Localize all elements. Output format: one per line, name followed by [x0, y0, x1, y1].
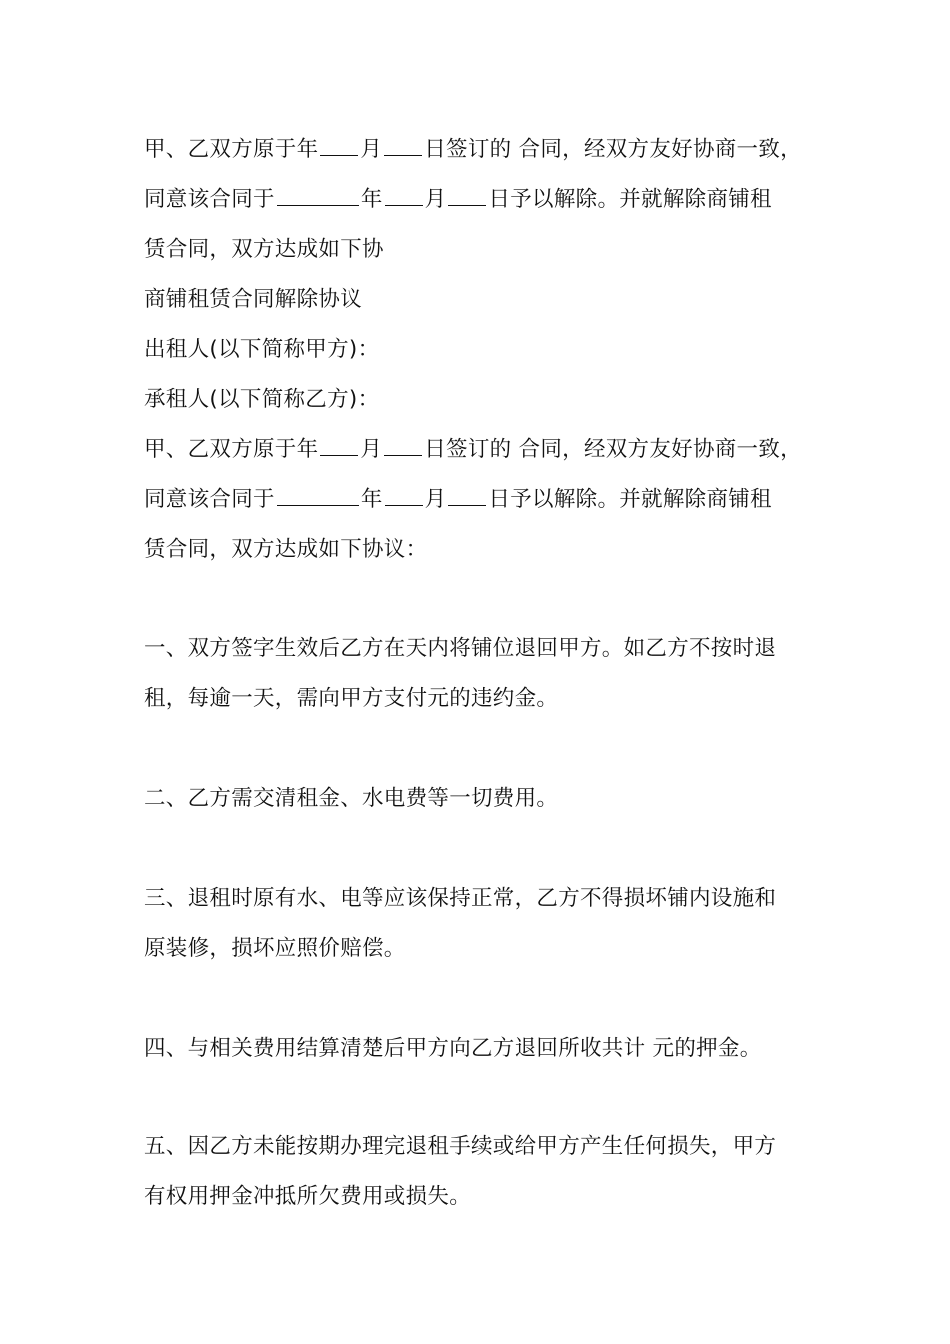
- text-segment: 日予以解除。并就解除商铺租: [488, 487, 772, 512]
- intro-line-1: [144, 435, 834, 465]
- clause-1-line-1: 一、双方签字生效后乙方在天内将铺位退回甲方。如乙方不按时退: [144, 636, 777, 661]
- clause-3-line-1: 三、退租时原有水、电等应该保持正常，乙方不得损坏铺内设施和: [144, 886, 777, 911]
- clause-5-line-1: 五、因乙方未能按期办理完退租手续或给甲方产生任何损失，甲方: [144, 1134, 777, 1159]
- intro-line-2: [144, 485, 834, 515]
- clause-2-line-1: 二、乙方需交清租金、水电费等一切费用。: [144, 786, 559, 811]
- blank-line: [448, 185, 486, 206]
- lessee-label: 承租人(以下简称乙方)：: [144, 387, 380, 412]
- text-segment: 甲、乙双方原于年: [144, 137, 319, 162]
- text-segment: 同意该合同于: [144, 487, 275, 512]
- text-segment: 月: [424, 187, 447, 212]
- top-paragraph-line-3: 赁合同，双方达成如下协: [144, 237, 384, 262]
- text-segment: 月: [360, 137, 383, 162]
- clause-4-line-1: 四、与相关费用结算清楚后甲方向乙方退回所收共计 元的押金。: [144, 1036, 762, 1061]
- text-segment: 日签订的 合同，经双方友好协商一致，: [424, 437, 802, 462]
- blank-line: [277, 485, 359, 506]
- text-segment: 同意该合同于: [144, 187, 275, 212]
- blank-line: [385, 185, 423, 206]
- blank-line: [277, 185, 359, 206]
- text-segment: 年: [360, 187, 383, 212]
- text-segment: 甲、乙双方原于年: [144, 437, 319, 462]
- clause-1-line-2: 租，每逾一天，需向甲方支付元的违约金。: [144, 686, 559, 711]
- blank-line: [320, 135, 358, 156]
- blank-line: [384, 435, 422, 456]
- top-paragraph-line-2: [144, 185, 834, 215]
- text-segment: 日签订的 合同，经双方友好协商一致，: [424, 137, 802, 162]
- text-segment: 日予以解除。并就解除商铺租: [488, 187, 772, 212]
- text-segment: 年: [360, 487, 383, 512]
- blank-line: [384, 135, 422, 156]
- top-paragraph-line-1: [144, 135, 834, 165]
- clause-5-line-2: 有权用押金冲抵所欠费用或损失。: [144, 1184, 472, 1209]
- blank-line: [320, 435, 358, 456]
- text-segment: 月: [360, 437, 383, 462]
- intro-line-3: 赁合同，双方达成如下协议：: [144, 537, 428, 562]
- clause-3-line-2: 原装修，损坏应照价赔偿。: [144, 936, 406, 961]
- document-title: 商铺租赁合同解除协议: [144, 287, 363, 312]
- blank-line: [448, 485, 486, 506]
- text-segment: 月: [424, 487, 447, 512]
- lessor-label: 出租人(以下简称甲方)：: [144, 337, 380, 362]
- blank-line: [385, 485, 423, 506]
